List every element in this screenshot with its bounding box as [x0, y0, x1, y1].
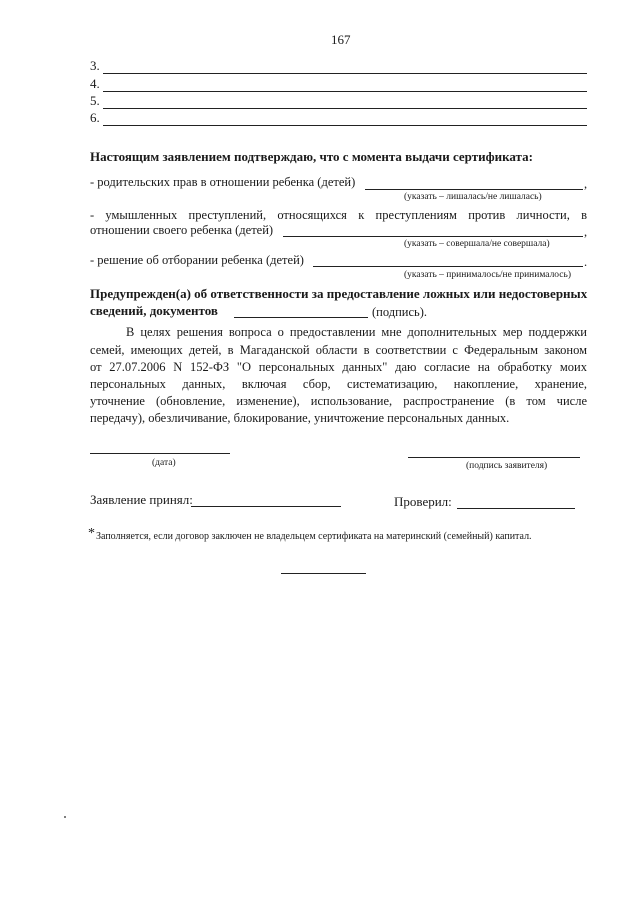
- hint-text: (указать – лишалась/не лишалась): [404, 192, 542, 202]
- liability-warning-cont: сведений, документов: [90, 303, 218, 318]
- confirmation-item-crimes-cont: отношении своего ребенка (детей): [90, 223, 274, 237]
- consent-paragraph-line: персональных данных, включая сбор, систематизацию, накопление, хранение,: [90, 377, 587, 391]
- item-punctuation: .: [584, 255, 588, 269]
- fill-line: [365, 189, 583, 190]
- accepted-by-label: Заявление принял:: [90, 492, 193, 507]
- hint-text: (указать – принималось/не принималось): [404, 270, 572, 280]
- date-label: (дата): [152, 458, 176, 468]
- confirmation-item-crimes: - умышленных преступлений, относящихся к преступлениям против личности, в: [90, 208, 587, 222]
- item-punctuation: ,: [584, 225, 588, 239]
- confirmation-item-parental-rights: - родительских прав в отношении ребенка (детей): [90, 175, 356, 189]
- hint-text: (указать – совершала/не совершала): [404, 239, 550, 249]
- confirmation-heading: Настоящим заявлением подтверждаю, что с момента выдачи сертификата:: [90, 149, 533, 164]
- checked-by-line: [457, 508, 575, 509]
- blank-line: [103, 73, 587, 74]
- scan-speck: [64, 816, 66, 818]
- numbered-line-label: 6.: [90, 110, 100, 125]
- item-punctuation: ,: [584, 177, 588, 191]
- consent-paragraph-line: от 27.07.2006 N 152-ФЗ "О персональных данных" даю согласие на обработку моих: [90, 360, 587, 374]
- end-divider: [281, 573, 366, 574]
- consent-paragraph-line: семей, имеющих детей, в Магаданской области в соответствии с Федеральным законом: [90, 343, 587, 357]
- blank-line: [103, 108, 587, 109]
- fill-line: [313, 266, 583, 267]
- date-line: [90, 453, 230, 454]
- footnote-text: Заполняется, если договор заключен не владельцем сертификата на материнский (семейный) капитал.: [96, 531, 532, 542]
- liability-warning: Предупрежден(а) об ответственности за предоставление ложных или недостоверных: [90, 286, 588, 301]
- fill-line: [283, 236, 583, 237]
- footnote-mark: *: [88, 526, 95, 541]
- confirmation-item-child-removal: - решение об отборании ребенка (детей): [90, 253, 304, 267]
- blank-line: [103, 91, 587, 92]
- consent-paragraph-line: передачу), обезличивание, блокирование, уничтожение персональных данных.: [90, 411, 510, 425]
- consent-paragraph-line: В целях решения вопроса о предоставлении мне дополнительных мер поддержки: [126, 325, 587, 339]
- numbered-line-label: 4.: [90, 76, 100, 91]
- signature-suffix: (подпись).: [372, 305, 428, 319]
- applicant-signature-line: [408, 457, 580, 458]
- consent-paragraph-line: уточнение (обновление, изменение), использование, распространение (в том числе: [90, 394, 587, 408]
- checked-by-label: Проверил:: [394, 494, 452, 509]
- applicant-signature-label: (подпись заявителя): [466, 461, 548, 471]
- numbered-line-label: 5.: [90, 93, 100, 108]
- signature-line: [234, 317, 368, 318]
- blank-line: [103, 125, 587, 126]
- accepted-by-line: [191, 506, 341, 507]
- numbered-line-label: 3.: [90, 58, 100, 73]
- page-number: 167: [331, 32, 351, 47]
